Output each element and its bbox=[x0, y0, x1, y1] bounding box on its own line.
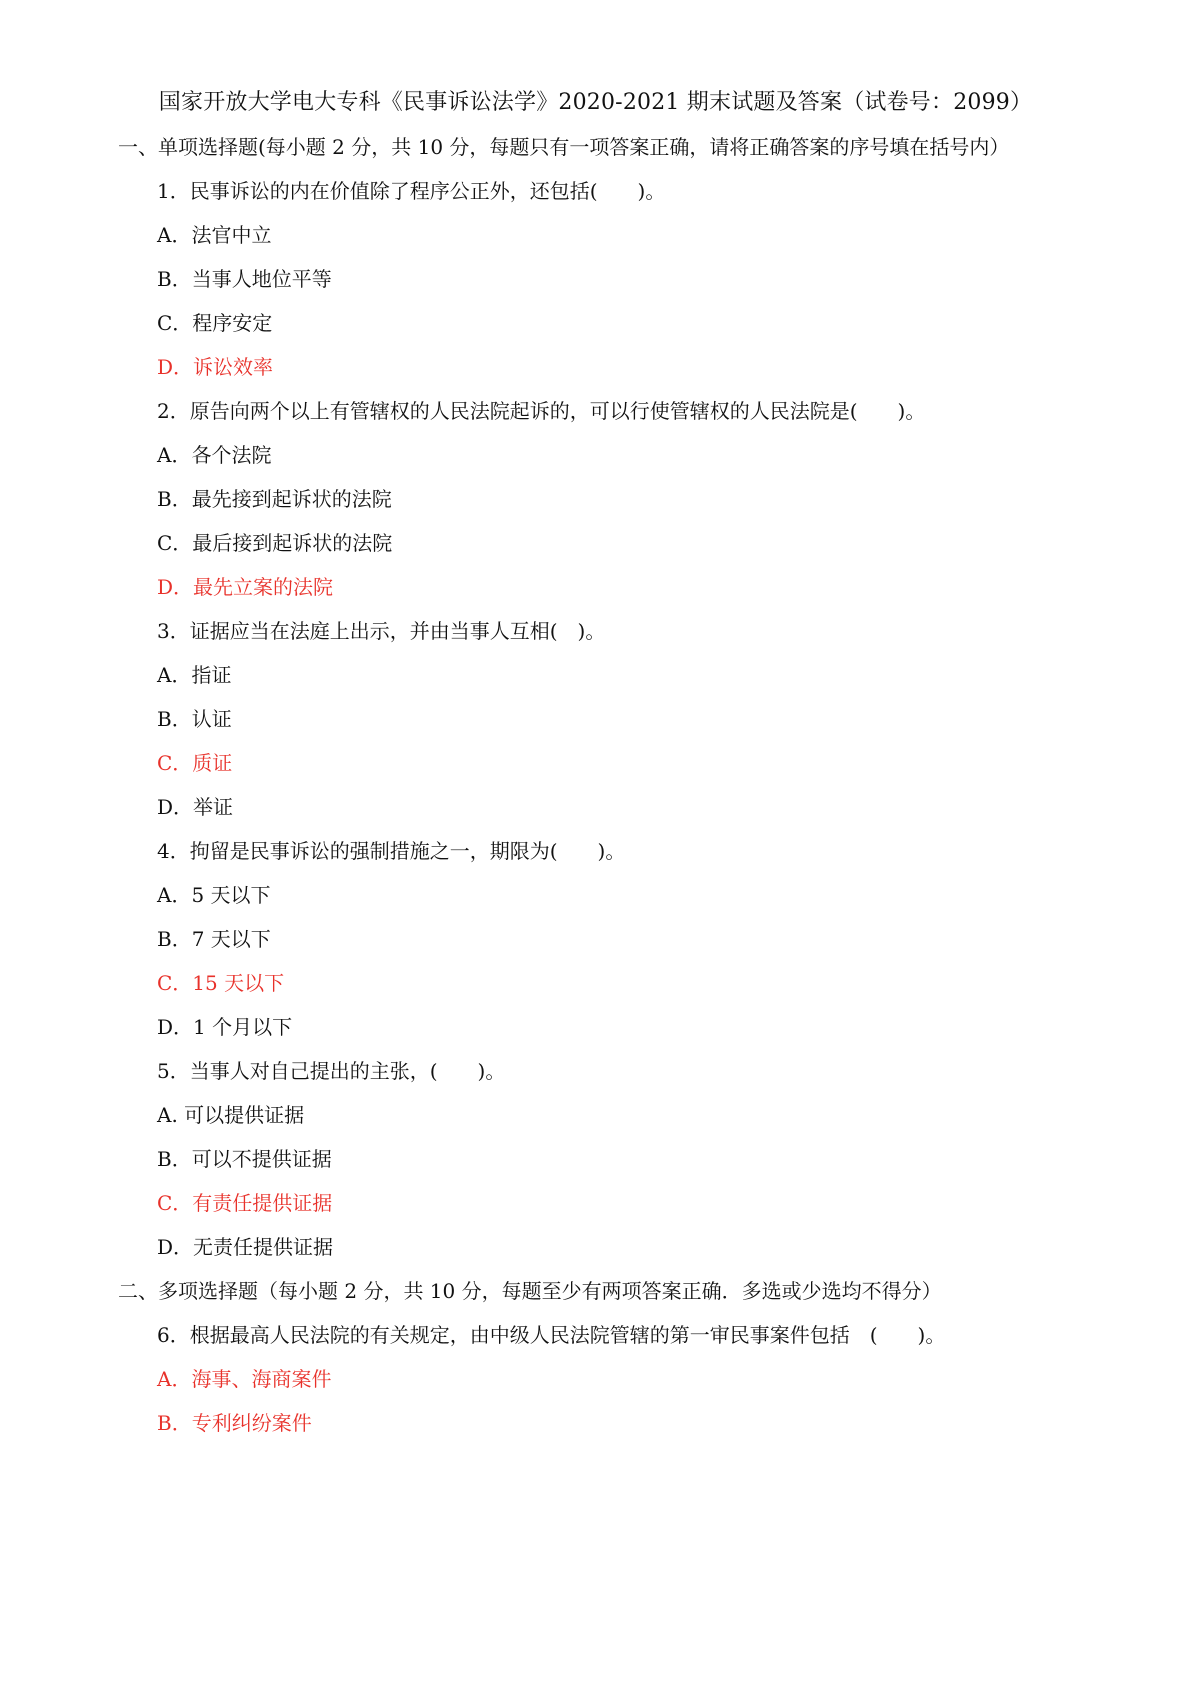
question-5-option-d: D．无责任提供证据 bbox=[157, 1235, 334, 1259]
question-5-option-a: A. 可以提供证据 bbox=[157, 1103, 305, 1127]
question-6-option-a-answer: A．海事、海商案件 bbox=[157, 1367, 332, 1391]
section-heading-single-choice: 一、单项选择题(每小题 2 分，共 10 分，每题只有一项答案正确，请将正确答案的序号填在括号内） bbox=[118, 135, 1010, 159]
question-1-option-d-answer: D．诉讼效率 bbox=[157, 355, 274, 379]
question-2-option-c: C．最后接到起诉状的法院 bbox=[157, 531, 393, 555]
question-4-option-b: B．7 天以下 bbox=[157, 927, 271, 951]
question-2-option-a: A．各个法院 bbox=[157, 443, 272, 467]
question-6: 6．根据最高人民法院的有关规定，由中级人民法院管辖的第一审民事案件包括 ( )。 bbox=[157, 1323, 946, 1347]
question-2-option-d-answer: D．最先立案的法院 bbox=[157, 575, 334, 599]
question-4-option-a: A．5 天以下 bbox=[157, 883, 271, 907]
question-5: 5．当事人对自己提出的主张，( )。 bbox=[157, 1059, 506, 1083]
question-5-option-b: B．可以不提供证据 bbox=[157, 1147, 332, 1171]
question-3: 3．证据应当在法庭上出示，并由当事人互相( )。 bbox=[157, 619, 606, 643]
question-1: 1．民事诉讼的内在价值除了程序公正外，还包括( )。 bbox=[157, 179, 666, 203]
document-title: 国家开放大学电大专科《民事诉讼法学》2020-2021 期末试题及答案（试卷号：2099） bbox=[158, 90, 1033, 115]
question-3-option-b: B．认证 bbox=[157, 707, 232, 731]
question-2-option-b: B．最先接到起诉状的法院 bbox=[157, 487, 392, 511]
question-3-option-c-answer: C．质证 bbox=[157, 751, 233, 775]
question-4: 4．拘留是民事诉讼的强制措施之一，期限为( )。 bbox=[157, 839, 626, 863]
question-2: 2．原告向两个以上有管辖权的人民法院起诉的，可以行使管辖权的人民法院是( )。 bbox=[157, 399, 926, 423]
question-6-option-b-answer: B．专利纠纷案件 bbox=[157, 1411, 312, 1435]
question-4-option-c-answer: C．15 天以下 bbox=[157, 971, 285, 995]
question-5-option-c-answer: C．有责任提供证据 bbox=[157, 1191, 333, 1215]
question-1-option-b: B．当事人地位平等 bbox=[157, 267, 332, 291]
question-3-option-a: A．指证 bbox=[157, 663, 232, 687]
question-3-option-d: D．举证 bbox=[157, 795, 234, 819]
question-4-option-d: D．1 个月以下 bbox=[157, 1015, 293, 1039]
question-1-option-a: A．法官中立 bbox=[157, 223, 272, 247]
question-1-option-c: C．程序安定 bbox=[157, 311, 273, 335]
section-heading-multiple-choice: 二、多项选择题（每小题 2 分，共 10 分，每题至少有两项答案正确．多选或少选均不得分） bbox=[118, 1279, 942, 1303]
